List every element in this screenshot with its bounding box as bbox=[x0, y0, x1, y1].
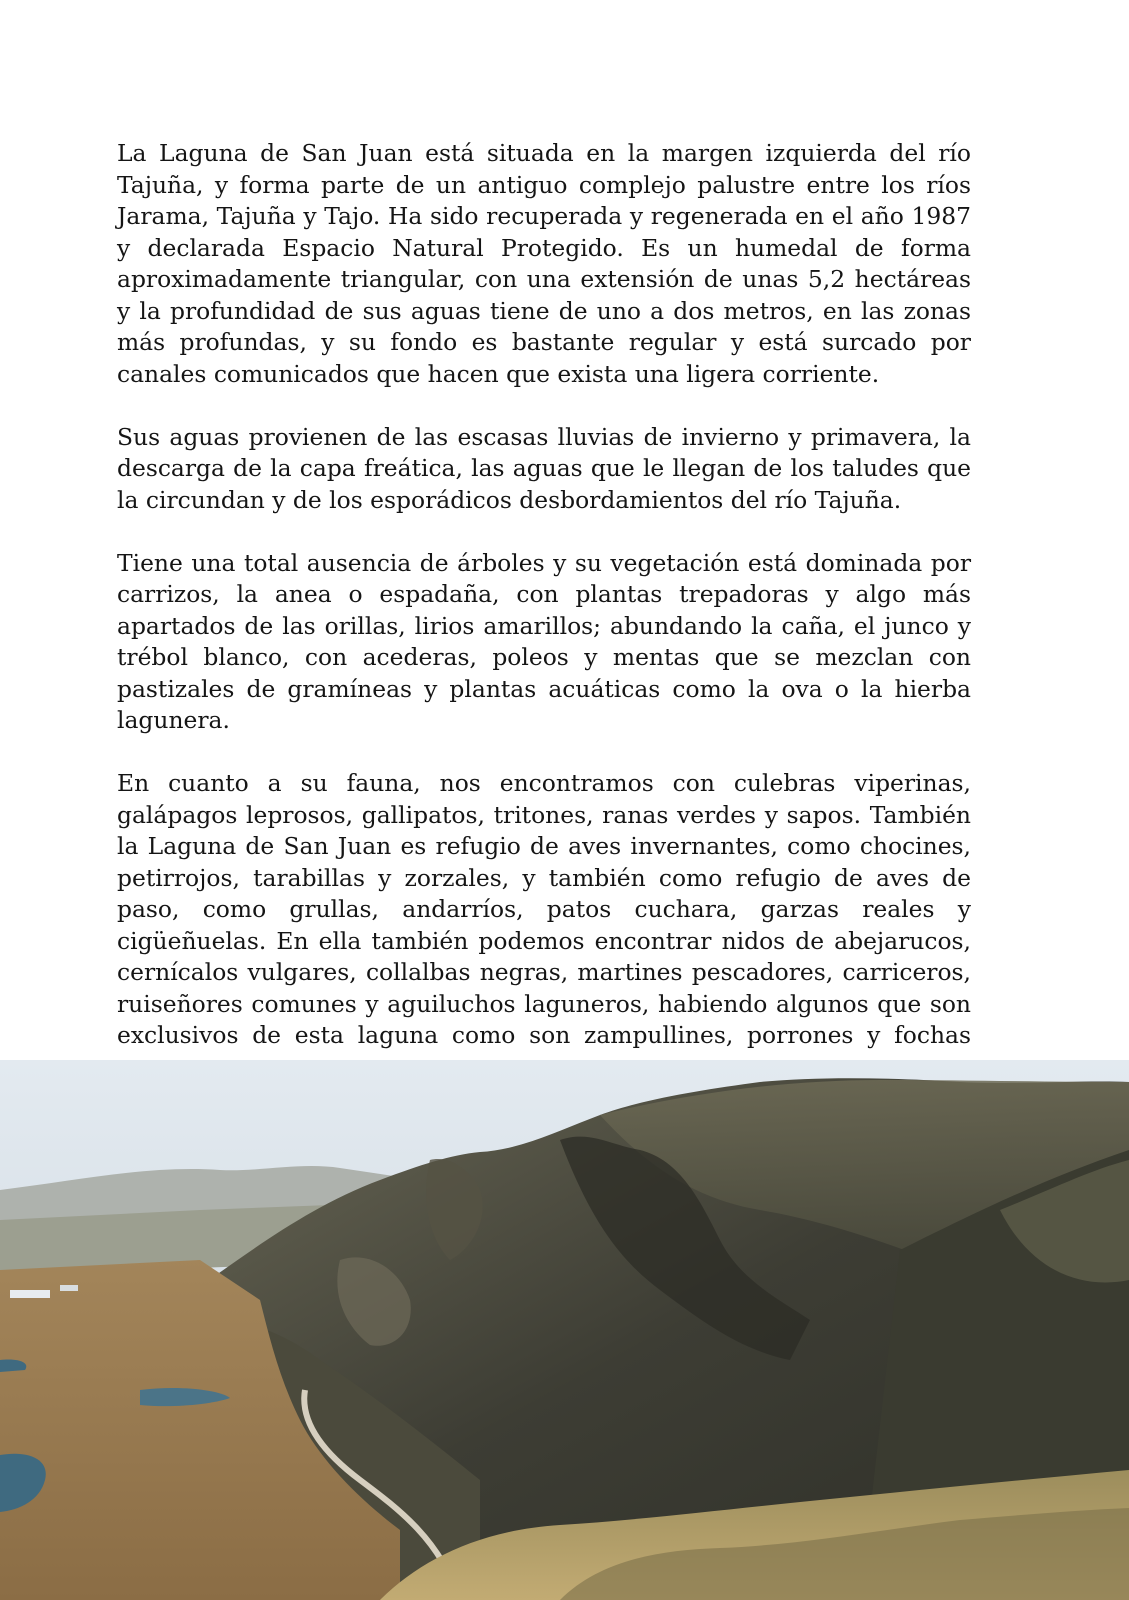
paragraph: Tiene una total ausencia de árboles y su vegetación está dominada por carrizos, la anea o espadaña, con plantas trepadoras y algo más apartados de las orillas, lirios amarillos; abundando la caña, el junco y trébol blanco, con acederas, poleos y mentas que se mezclan con pastizales de gramíneas y plantas acuáticas como la ova o la hierba lagunera. bbox=[117, 548, 971, 734]
distant-buildings bbox=[60, 1285, 78, 1291]
body-text bbox=[117, 138, 971, 1115]
paragraph: En cuanto a su fauna, nos encontramos con culebras viperinas, galápagos leprosos, gallipatos, tritones, ranas verdes y sapos. También la Laguna de San Juan es refugio de aves invernantes, como chocines, petirrojos, tarabillas y zorzales, y también como refugio de aves de paso, como grullas, andarríos, patos cuchara, garzas reales y cigüeñuelas. En ella también podemos encontrar nidos de abejarucos, cernícalos vulgares, collalbas negras, martines pescadores, carriceros, ruiseñores comunes y aguiluchos laguneros, habiendo algunos que son exclusivos de esta laguna como son zampullines, porrones y fochas bbox=[117, 769, 971, 1049]
paragraph: Sus aguas provienen de las escasas lluvias de invierno y primavera, la descarga de la capa freática, las aguas que le llegan de los taludes que la circundan y de los esporádicos desbordamientos del río Tajuña. bbox=[117, 422, 971, 514]
paragraph: La Laguna de San Juan está situada en la margen izquierda del río Tajuña, y forma parte de un antiguo complejo palustre entre los ríos Jarama, Tajuña y Tajo. Ha sido recuperada y regenerada en el año 1987 y declarada Espacio Natural Protegido. Es un humedal de forma aproximadamente triangular, con una extensión de unas 5,2 hectáreas y la profundidad de sus aguas tiene de uno a dos metros, en las zonas más profundas, y su fondo es bastante regular y está surcado por canales comunicados que hacen que exista una ligera corriente. bbox=[117, 139, 971, 388]
landscape-photo bbox=[0, 1060, 1129, 1600]
distant-buildings bbox=[10, 1290, 50, 1298]
